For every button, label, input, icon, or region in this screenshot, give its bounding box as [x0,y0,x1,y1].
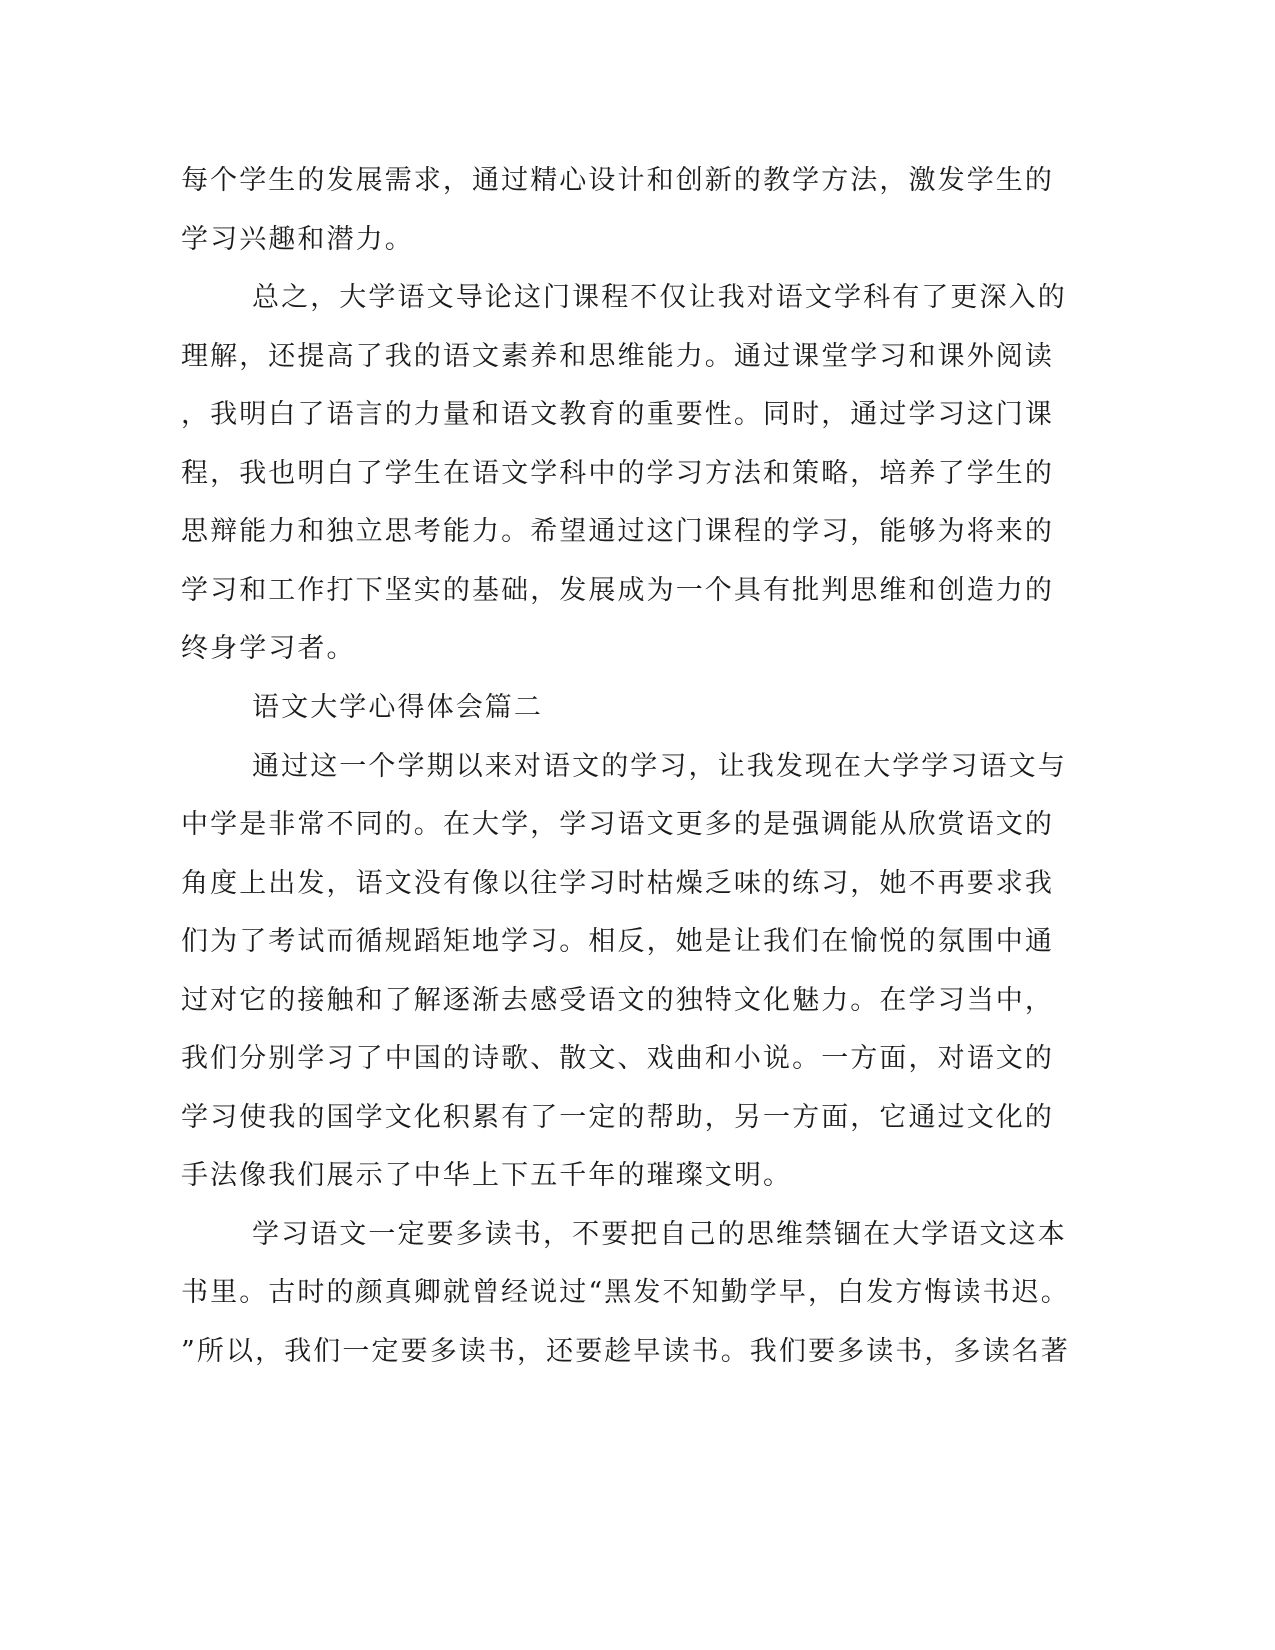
text-line: 书里。古时的颜真卿就曾经说过“黑发不知勤学早，白发方悔读书迟。 [181,1277,1070,1308]
text-line: 学习和工作打下坚实的基础，发展成为一个具有批判思维和创造力的 [181,575,1054,606]
paragraph-first-line: 学习语文一定要多读书，不要把自己的思维禁锢在大学语文这本 [252,1219,1067,1250]
text-line: 思辩能力和独立思考能力。希望通过这门课程的学习，能够为将来的 [181,516,1054,547]
text-line: 角度上出发，语文没有像以往学习时枯燥乏味的练习，她不再要求我 [181,868,1054,899]
text-line: ”所以，我们一定要多读书，还要趁早读书。我们要多读书，多读名著 [181,1336,1070,1367]
text-line: 我们分别学习了中国的诗歌、散文、戏曲和小说。一方面，对语文的 [181,1043,1054,1074]
paragraph-first-line: 通过这一个学期以来对语文的学习，让我发现在大学学习语文与 [252,751,1067,782]
section-heading: 语文大学心得体会篇二 [252,692,543,723]
text-line: 学习兴趣和潜力。 [181,224,414,255]
text-line: 学习使我的国学文化积累有了一定的帮助，另一方面，它通过文化的 [181,1102,1054,1133]
text-line: 们为了考试而循规蹈矩地学习。相反，她是让我们在愉悦的氛围中通 [181,926,1054,957]
text-line: 终身学习者。 [181,633,356,664]
text-line: ，我明白了语言的力量和语文教育的重要性。同时，通过学习这门课 [181,399,1054,430]
text-line: 每个学生的发展需求，通过精心设计和创新的教学方法，激发学生的 [181,165,1054,196]
text-line: 手法像我们展示了中华上下五千年的璀璨文明。 [181,1160,793,1191]
paragraph-first-line: 总之，大学语文导论这门课程不仅让我对语文学科有了更深入的 [252,282,1067,313]
text-line: 过对它的接触和了解逐渐去感受语文的独特文化魅力。在学习当中， [181,985,1054,1016]
text-line: 理解，还提高了我的语文素养和思维能力。通过课堂学习和课外阅读 [181,341,1054,372]
text-line: 程，我也明白了学生在语文学科中的学习方法和策略，培养了学生的 [181,458,1054,489]
text-line: 中学是非常不同的。在大学，学习语文更多的是强调能从欣赏语文的 [181,809,1054,840]
